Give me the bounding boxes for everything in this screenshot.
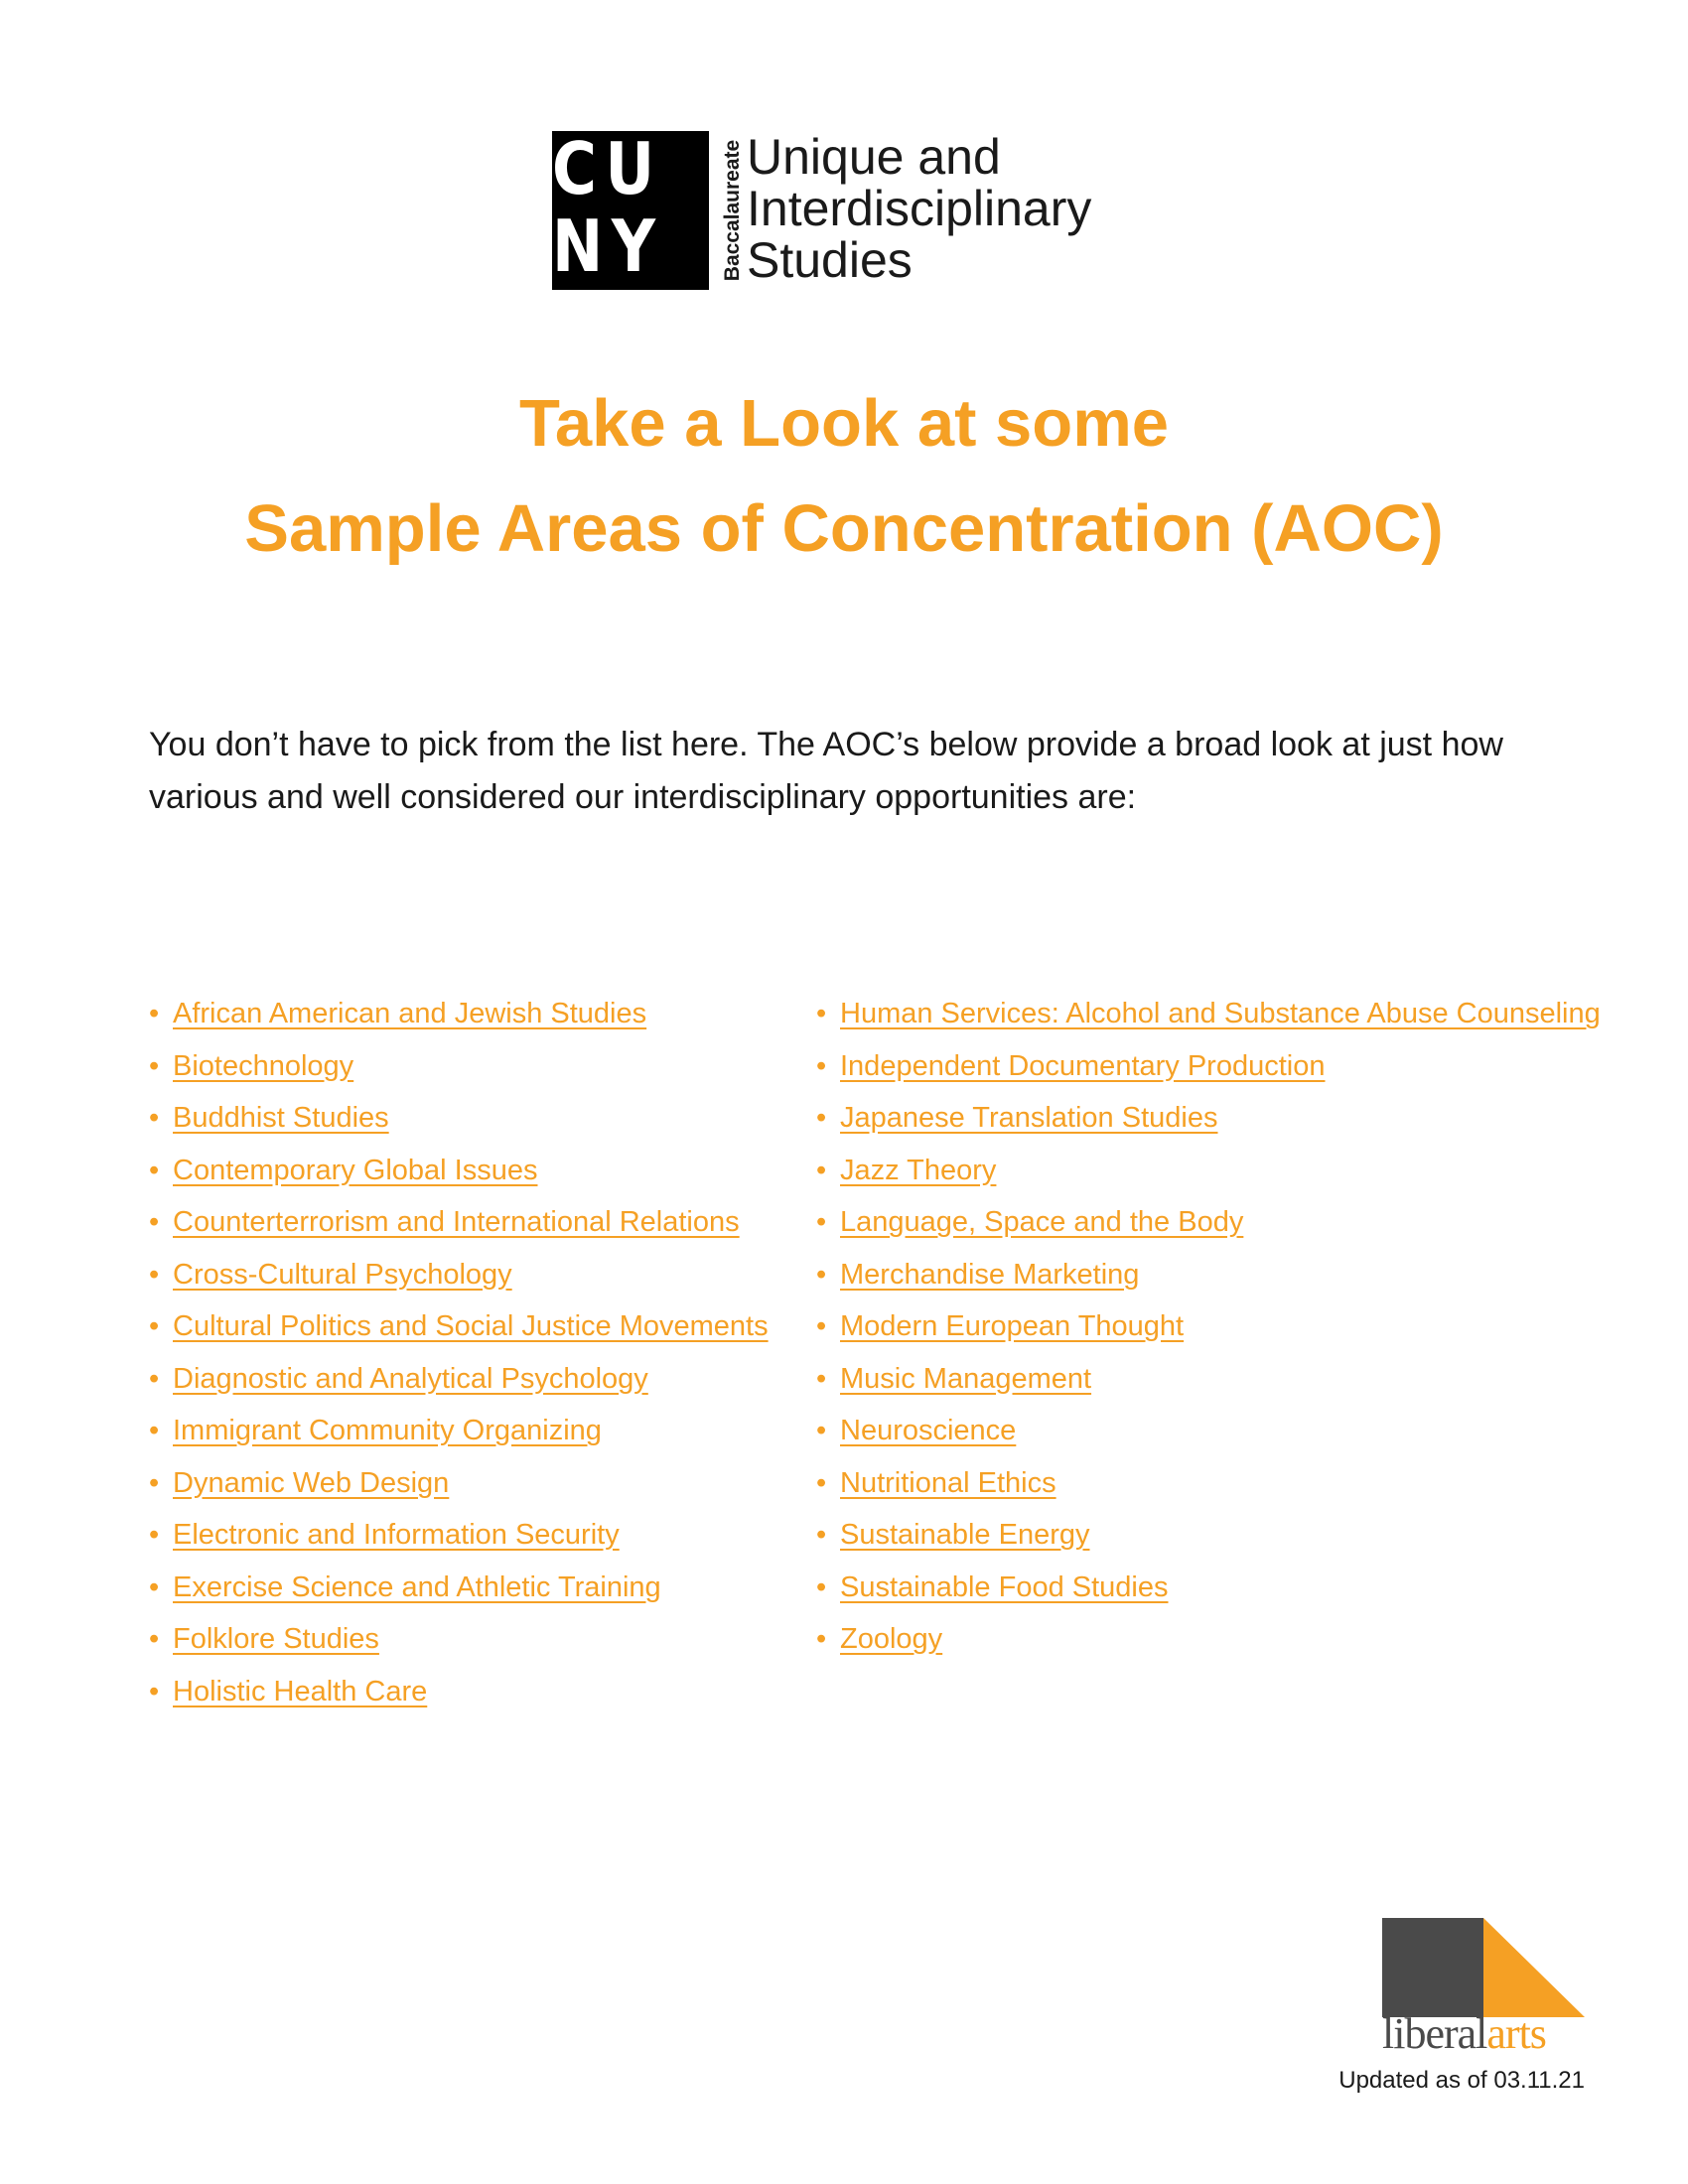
cuny-logo-line-2: NY [552, 205, 664, 288]
aoc-list-item [149, 1092, 769, 1145]
aoc-link[interactable]: Holistic Health Care [173, 1675, 428, 1707]
aoc-link[interactable]: Neuroscience [840, 1415, 1017, 1446]
bullet-icon: • [149, 1102, 160, 1134]
bullet-icon: • [816, 1466, 827, 1499]
page-title-line-2: Sample Areas of Concentration (AOC) [244, 491, 1444, 566]
wordmark-liberal: liberal [1382, 2009, 1487, 2058]
page-title-line-1: Take a Look at some [518, 386, 1170, 461]
wordmark-arts: arts [1486, 2009, 1546, 2058]
aoc-link[interactable]: Diagnostic and Analytical Psychology [173, 1362, 648, 1395]
liberal-arts-wordmark [1382, 2009, 1546, 2059]
aoc-list-item [816, 1196, 1601, 1249]
aoc-list-item [149, 1457, 769, 1510]
aoc-link[interactable]: Human Services: Alcohol and Substance Abuse Counseling [840, 998, 1601, 1029]
bullet-icon: • [816, 1102, 827, 1134]
aoc-list-item [816, 988, 1601, 1040]
bullet-icon: • [149, 998, 160, 1029]
aoc-link[interactable]: Language, Space and the Body [840, 1206, 1244, 1238]
aoc-link[interactable]: Electronic and Information Security [173, 1519, 620, 1551]
bullet-icon: • [149, 1570, 160, 1603]
bullet-icon: • [816, 1049, 827, 1082]
aoc-list-item [816, 1562, 1601, 1614]
aoc-link[interactable]: Zoology [840, 1623, 943, 1655]
aoc-link[interactable]: Jazz Theory [840, 1154, 997, 1186]
aoc-list-item [816, 1457, 1601, 1510]
bullet-icon: • [149, 1362, 160, 1395]
aoc-link[interactable]: Contemporary Global Issues [173, 1154, 538, 1186]
aoc-link[interactable]: Music Management [840, 1362, 1092, 1395]
aoc-link[interactable]: Exercise Science and Athletic Training [173, 1570, 661, 1603]
aoc-link[interactable]: Dynamic Web Design [173, 1466, 450, 1499]
aoc-list-item [149, 1300, 769, 1353]
bullet-icon: • [149, 1310, 160, 1342]
aoc-list-item [816, 1405, 1601, 1457]
program-name-line-3: Studies [747, 232, 913, 288]
aoc-list-item [816, 1509, 1601, 1562]
liberal-arts-logo-mark [1382, 1918, 1585, 2017]
aoc-link[interactable]: Cross-Cultural Psychology [173, 1258, 512, 1291]
baccalaureate-text: Baccalaureate [721, 139, 744, 282]
aoc-link[interactable]: Biotechnology [173, 1049, 354, 1082]
intro-paragraph: You don’t have to pick from the list here. The AOC’s below provide a broad look at just how various and well considered our interdisciplinary opportunities are: [149, 726, 1503, 816]
aoc-link[interactable]: Cultural Politics and Social Justice Movements [173, 1310, 769, 1342]
aoc-link[interactable]: Modern European Thought [840, 1310, 1185, 1342]
bullet-icon: • [149, 1415, 160, 1446]
aoc-list-item [149, 1613, 769, 1666]
bullet-icon: • [816, 1258, 827, 1291]
aoc-list-item [149, 1509, 769, 1562]
aoc-list-item [149, 1353, 769, 1406]
bullet-icon: • [816, 998, 827, 1029]
aoc-link[interactable]: Sustainable Food Studies [840, 1570, 1169, 1603]
bullet-icon: • [816, 1362, 827, 1395]
aoc-link[interactable]: Sustainable Energy [840, 1519, 1090, 1551]
aoc-list-item [816, 1300, 1601, 1353]
aoc-link[interactable]: Counterterrorism and International Relations [173, 1206, 740, 1238]
aoc-list-item [149, 1249, 769, 1301]
aoc-link[interactable]: Nutritional Ethics [840, 1466, 1056, 1499]
bullet-icon: • [816, 1519, 827, 1551]
bullet-icon: • [816, 1310, 827, 1342]
aoc-list-item [816, 1353, 1601, 1406]
aoc-list-right [816, 988, 1601, 1666]
aoc-list-item [149, 988, 769, 1040]
aoc-list-item [816, 1613, 1601, 1666]
aoc-list-left [149, 988, 769, 1717]
cuny-logo-block [552, 127, 709, 290]
bullet-icon: • [149, 1206, 160, 1238]
aoc-list-item [149, 1040, 769, 1093]
bullet-icon: • [149, 1049, 160, 1082]
aoc-link[interactable]: Merchandise Marketing [840, 1258, 1140, 1291]
aoc-list-item [149, 1562, 769, 1614]
aoc-link[interactable]: Immigrant Community Organizing [173, 1415, 602, 1446]
program-name [747, 131, 1091, 286]
aoc-list-item [816, 1040, 1601, 1093]
bullet-icon: • [149, 1519, 160, 1551]
liberal-arts-logo-icon [1382, 1918, 1585, 2017]
cuny-logo-line-1: CU [552, 127, 663, 210]
aoc-list-item [149, 1145, 769, 1197]
bullet-icon: • [149, 1154, 160, 1186]
updated-date: Updated as of 03.11.21 [1338, 2067, 1585, 2094]
aoc-link[interactable]: African American and Jewish Studies [173, 998, 647, 1029]
bullet-icon: • [816, 1415, 827, 1446]
bullet-icon: • [149, 1675, 160, 1707]
bullet-icon: • [816, 1206, 827, 1238]
bullet-icon: • [816, 1623, 827, 1655]
aoc-link[interactable]: Buddhist Studies [173, 1102, 389, 1134]
aoc-list-item [149, 1196, 769, 1249]
baccalaureate-label [719, 131, 747, 290]
bullet-icon: • [816, 1154, 827, 1186]
aoc-list-item [149, 1405, 769, 1457]
aoc-link[interactable]: Japanese Translation Studies [840, 1102, 1218, 1134]
aoc-list-item [816, 1249, 1601, 1301]
aoc-list-item [816, 1145, 1601, 1197]
bullet-icon: • [149, 1623, 160, 1655]
bullet-icon: • [149, 1258, 160, 1291]
program-name-line-1: Unique and [747, 129, 1001, 185]
bullet-icon: • [149, 1466, 160, 1499]
aoc-link[interactable]: Folklore Studies [173, 1623, 379, 1655]
program-name-line-2: Interdisciplinary [747, 181, 1092, 236]
aoc-list-item [816, 1092, 1601, 1145]
aoc-list-item [149, 1666, 769, 1718]
bullet-icon: • [816, 1570, 827, 1603]
aoc-link[interactable]: Independent Documentary Production [840, 1049, 1326, 1082]
